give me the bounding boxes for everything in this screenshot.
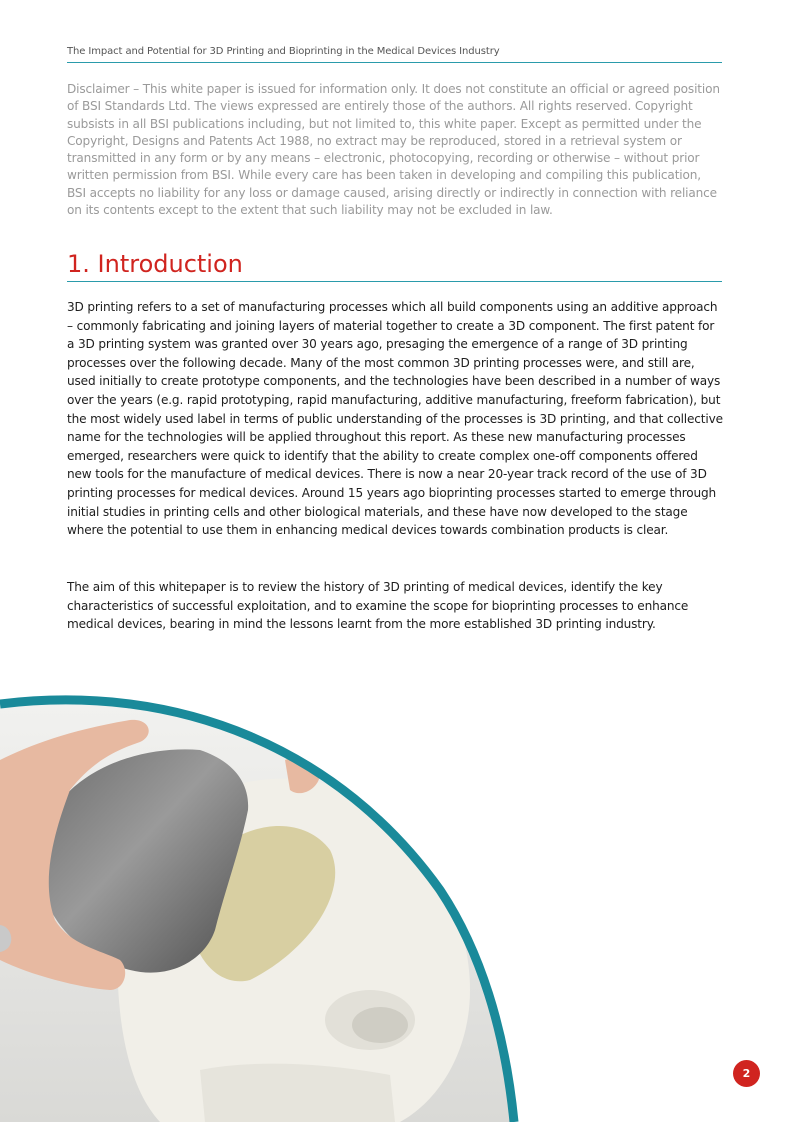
intro-paragraph-2: The aim of this whitepaper is to review the history of 3D printing of medical devices, identify the key characteristics of successful exploitation, and to examine the scope for bioprinting processes to enhance medical devices, bearing in mind the lessons learnt from the more established 3D printing industry.	[67, 580, 689, 632]
disclaimer-text: Disclaimer – This white paper is issued for information only. It does not constitute an official or agreed position of BSI Standards Ltd. The views expressed are entirely those of the authors. All rights reserved. Copyright subsists in all BSI publications including, but not limited to, this white paper. Except as permitted under the Copyright, Designs and Patents Act 1988, no extract may be reproduced, stored in a retrieval system or transmitted in any form or by any means – electronic, photocopying, recording or otherwise – without prior written permission from BSI. While every care has been taken in developing and compiling this publication, BSI accepts no liability for any loss or damage caused, arising directly or indirectly in connection with reliance on its contents except to the extent that such liability may not be excluded in law.	[67, 82, 720, 218]
running-header: The Impact and Potential for 3D Printing and Bioprinting in the Medical Devices Industry	[67, 46, 722, 63]
jaw-shape	[200, 1064, 395, 1122]
page-number-badge: 2	[733, 1060, 760, 1087]
section-title: 1. Introduction	[67, 249, 722, 282]
intro-paragraph-1: 3D printing refers to a set of manufacturing processes which all build components using an additive approach – commonly fabricating and joining layers of material together to create a 3D component. The first patent for a 3D printing system was granted over 30 years ago, presaging the emergence of a range of 3D printing processes over the following decade. Many of the most common 3D printing processes were, and still are, used initially to create prototype components, and the technologies have been described in a number of ways over the years (e.g. rapid prototyping, rapid manufacturing, additive manufacturing, freeform fabrication), but the most widely used label in terms of public understanding of the processes is 3D printing, and that collective name for the technologies will be applied throughout this report. As these new manufacturing processes emerged, researchers were quick to identify that the ability to create complex one-off components offered new tools for the manufacture of medical devices. There is now a near 20-year track record of the use of 3D printing processes for medical devices. Around 15 years ago bioprinting processes started to emerge through initial studies in printing cells and other biological materials, and these have now developed to the stage where the potential to use them in enhancing medical devices towards combination products is clear.	[67, 300, 723, 538]
skull-implant-photo	[0, 690, 520, 1122]
